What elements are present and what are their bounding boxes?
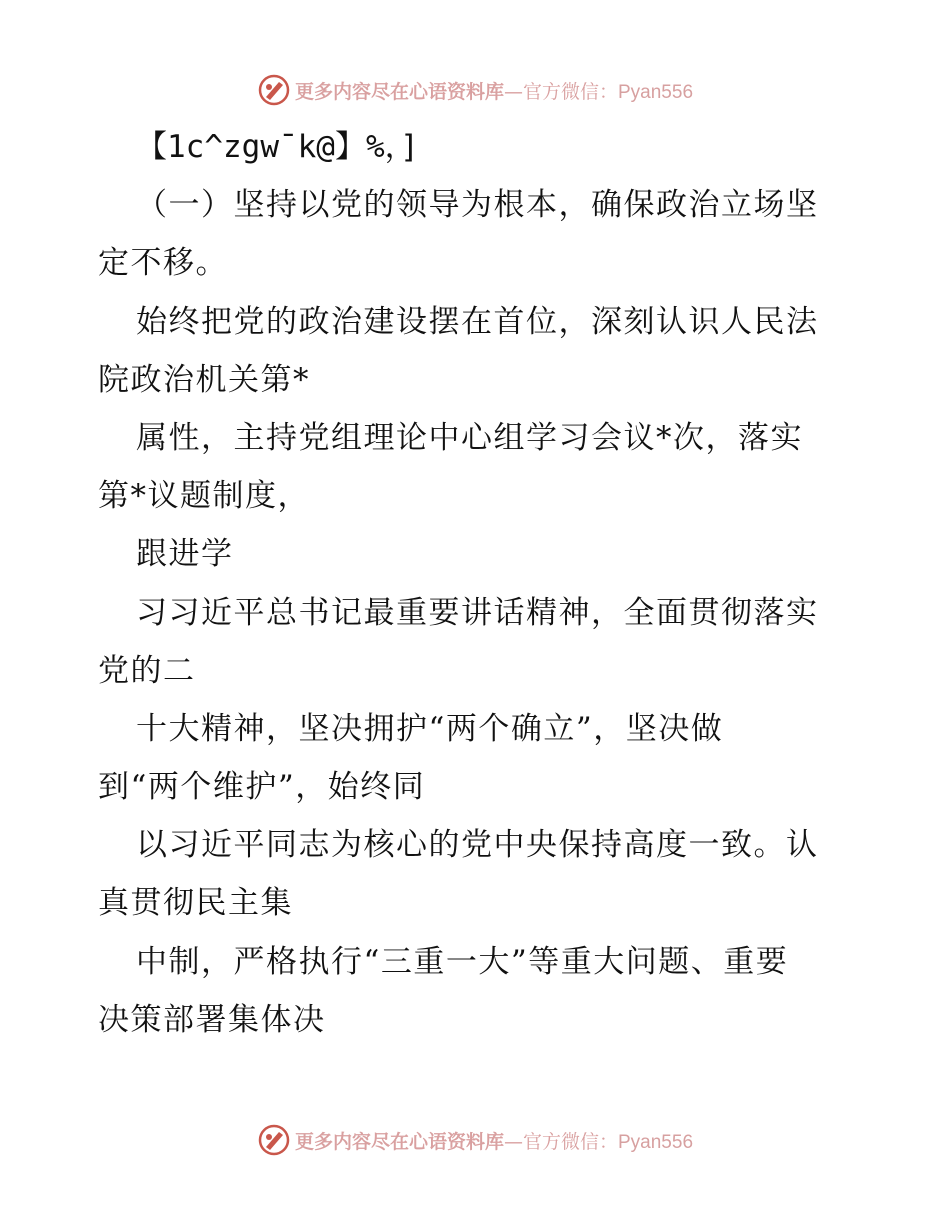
document-body xyxy=(98,118,858,1049)
text-line: 决策部署集体决 xyxy=(98,1001,326,1038)
text-line: 【1c^zgw¯k@】%，] xyxy=(136,129,419,165)
footer-watermark-wechat-label: 官方微信： xyxy=(522,1130,618,1153)
header-watermark-banner xyxy=(0,70,950,110)
text-line: 党的二 xyxy=(98,652,196,689)
header-watermark-text xyxy=(295,77,693,104)
header-watermark-dash: — xyxy=(503,80,523,103)
text-line: 真贯彻民主集 xyxy=(98,885,293,922)
text-line: 以习近平同志为核心的党中央保持高度一致。认 xyxy=(136,827,819,864)
text-line: （一）坚持以党的领导为根本，确保政治立场坚 xyxy=(136,187,819,224)
text-line: 定不移。 xyxy=(98,245,228,282)
header-watermark-wechat-label: 官方微信： xyxy=(522,80,618,103)
text-line: 院政治机关第* xyxy=(98,361,310,398)
footer-watermark-text xyxy=(295,1127,693,1154)
footer-watermark-wechat-id: Pyan556 xyxy=(618,1131,694,1153)
header-watermark-lead: 更多内容尽在心语资料库 xyxy=(294,80,504,103)
text-line: 跟进学 xyxy=(136,536,234,573)
footer-watermark-dash: — xyxy=(503,1130,523,1153)
footer-watermark-banner xyxy=(0,1120,950,1160)
text-line: 始终把党的政治建设摆在首位，深刻认识人民法 xyxy=(136,303,819,340)
pen-logo-icon xyxy=(257,73,291,107)
text-line: 属性，主持党组理论中心组学习会议*次，落实 xyxy=(136,419,803,456)
pen-logo-icon xyxy=(257,1123,291,1157)
footer-watermark-lead: 更多内容尽在心语资料库 xyxy=(294,1130,504,1153)
text-line: 到“两个维护”，始终同 xyxy=(98,769,426,806)
header-watermark-wechat-id: Pyan556 xyxy=(618,81,694,103)
text-line: 中制，严格执行“三重一大”等重大问题、重要 xyxy=(136,943,789,980)
text-line: 十大精神，坚决拥护“两个确立”，坚决做 xyxy=(136,710,724,747)
text-line: 第*议题制度， xyxy=(98,478,310,515)
text-line: 习习近平总书记最重要讲话精神，全面贯彻落实 xyxy=(136,594,819,631)
